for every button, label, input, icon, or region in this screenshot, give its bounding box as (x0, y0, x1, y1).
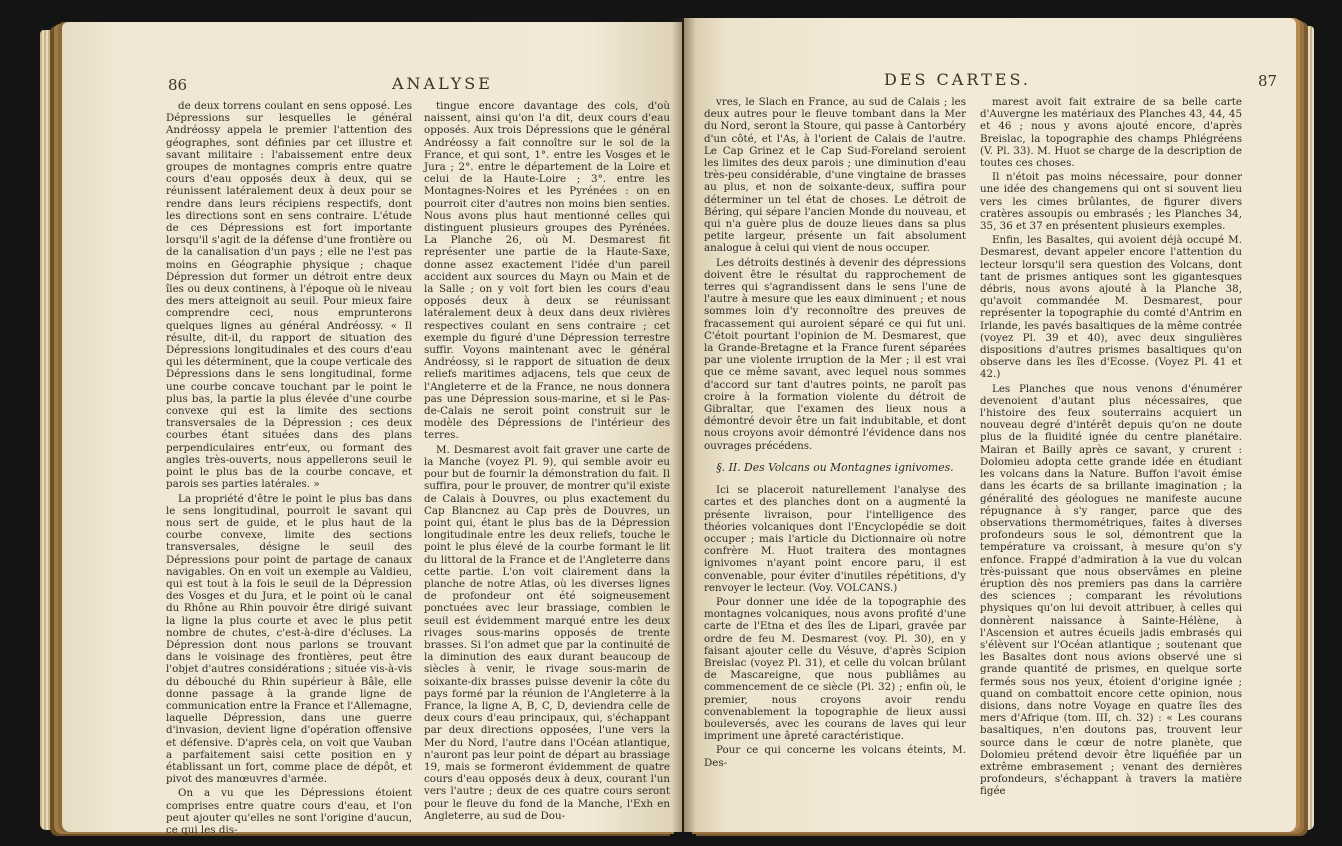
book-gutter (672, 18, 696, 832)
paragraph: Pour ce qui concerne les volcans éteints, M. Des- (704, 744, 966, 769)
running-head-right: DES CARTES. (884, 70, 1031, 89)
paragraph: vres, le Slach en France, au sud de Calais ; les deux autres pour le fleuve tombant dans la Mer du Nord, seront la Stoure, qui passe à Cantorbéry d'un côté, et l'As, à l'orient de Calais de l'autre. Le Cap Grinez et le Cap Sud-Foreland seroient les limites des deux parois ; une diminution d'eau très-peu considérable, d'une vingtaine de brasses au plus, et non de soixante-deux, suffira pour déterminer un tel état de choses. Le détroit de Béring, qui sépare l'ancien Monde du nouveau, et qui n'a guère plus de douze lieues dans sa plus petite largeur, présente un fait absolument analogue à celui qui vient de nous occuper. (704, 96, 966, 255)
right-column-2 (980, 96, 1242, 820)
paragraph: Les détroits destinés à devenir des dépressions doivent être le résultat du rapprochement de terres qui s'agrandissent dans le sens l'une de l'autre à mesure que les eaux diminuent ; et nous sommes loin d'y reconnoître des preuves de fracassement qui auroient séparé ce qui fut uni. C'étoit pourtant l'opinion de M. Desmarest, que la Grande-Bretagne et la France furent séparées par une violente irruption de la Mer ; il est vrai que ce même savant, avec lequel nous sommes d'accord sur tant d'autres points, ne paroît pas croire à la formation violente du détroit de Gibraltar, que l'examen des lieux nous a démontré devoir être un fait indubitable, et dont nous croyons avoir démontré l'évidence dans nos ouvrages précédens. (704, 256, 966, 452)
page-number-left: 86 (168, 76, 188, 94)
paragraph: de deux torrens coulant en sens opposé. Les Dépressions sur lesquelles le général Andréossy appela le premier l'attention des géographes, sont définies par cet illustre et savant militaire : l'abaissement entre deux groupes de montagnes compris entre quatre cours d'eau opposés deux à deux, qui se réunissent latéralement deux à deux pour se rendre dans leurs récipiens respectifs, dont les directions sont en sens contraire. L'étude de ces Dépressions est fort importante lorsqu'il s'agit de la défense d'une frontière ou de la canalisation d'un pays ; elle ne l'est pas moins en Géographie physique ; chaque Dépression dut former un détroit entre deux îles ou deux continens, à l'époque où le niveau des mers atteignoit au seuil. Pour mieux faire comprendre ceci, nous emprunterons quelques lignes au général Andréossy. « Il résulte, dit-il, du rapport de situation des Dépressions longitudinales et des cours d'eau qui les déterminent, que la coupe verticale des Dépressions dans le sens longitudinal, forme une courbe concave touchant par le point le plus bas, la partie la plus élevée d'une courbe convexe qui est la limite des sections transversales de la Dépression ; ces deux courbes étant situées dans des plans perpendiculaires entr'eux, ou formant des angles très-ouverts, nous appellerons seuil le point le plus bas de la courbe concave, et parois ses parties latérales. » (166, 100, 412, 491)
paragraph: Enfin, les Basaltes, qui avoient déjà occupé M. Desmarest, devant appeler encore l'attention du lecteur lorsqu'il sera question des Volcans, dont tant de prismes antiques sont les gigantesques débris, nous avons ajouté à la Planche 38, qu'avoit commandée M. Desmarest, pour représenter la topographie du comté d'Antrim en Irlande, les pavés basaltiques de la même contrée (voyez Pl. 39 et 40), avec deux singulières dispositions d'autres prismes basaltiques qu'on observe dans les îles d'Ecosse. (Voyez Pl. 41 et 42.) (980, 234, 1242, 381)
paragraph: Il n'étoit pas moins nécessaire, pour donner une idée des changemens qui ont si souvent lieu vers les cimes brûlantes, de figurer divers cratères assoupis ou embrasés ; les Planches 34, 35, 36 et 37 en présentent plusieurs exemples. (980, 171, 1242, 233)
left-page-stack (40, 30, 62, 830)
page-number-right: 87 (1258, 72, 1278, 90)
paragraph: Ici se placeroit naturellement l'analyse des cartes et des planches dont on a augmenté la présente livraison, pour l'intelligence des théories volcaniques dont l'Encyclopédie se doit occuper ; mais l'article du Dictionnaire où notre confrère M. Huot traitera des montagnes ignivomes n'ayant point encore paru, il est convenable, pour éviter d'inutiles répétitions, d'y renvoyer le lecteur. (Voy. VOLCANS.) (704, 484, 966, 594)
paragraph: La propriété d'être le point le plus bas dans le sens longitudinal, pourroit le savant qui nous sert de guide, et le plus haut de la courbe convexe, limite des sections transversales, désigne le seuil des Dépressions pour point de partage de canaux navigables. On en voit un exemple au Valdieu, qui est tout à la fois le seuil de la Dépression des Vosges et du Jura, et le point où le canal du Rhône au Rhin pouvoir être dirigé suivant la ligne la plus courte et avec le plus petit nombre de chutes, c'est-à-dire d'écluses. La Dépression dont nous parlons se trouvant dans le voisinage des frontières, peut être l'objet d'autres considérations ; située vis-à-vis du débouché du Rhin supérieur à Bâle, elle donne passage à la grande ligne de communication entre la France et l'Allemagne, laquelle Dépression, dans une guerre d'invasion, devient ligne d'opération offensive et défensive. D'après cela, on voit que Vauban a parfaitement saisi cette position en y établissant un fort, comme place de dépôt, et pivot des manœuvres d'armée. (166, 492, 412, 786)
left-column-2 (424, 100, 670, 824)
paragraph: Les Planches que nous venons d'énumérer devenoient d'autant plus nécessaires, que l'histoire des feux souterrains acquiert un nouveau degré d'intérêt depuis qu'on ne doute plus de la fluidité ignée du centre planétaire. Mairan et Bailly après ce savant, y crurent : Dolomieu adopta cette grande idée en étudiant les volcans dans la Nature. Buffon l'avoit émise dans les écarts de sa brillante imagination ; la généralité des géologues ne manifeste aucune répugnance à s'y ranger, parce que des observations thermométriques, faites à diverses profondeurs sous le sol, démontrent que la température va croissant, à mesure qu'on s'y enfonce. Frappé d'admiration à la vue du volcan très-puissant que nous observâmes en pleine éruption dès nos premiers pas dans la carrière des sciences ; comparant les révolutions physiques qu'on lui devoit attribuer, à celles qui donnèrent naissance à Sainte-Hélène, à l'Ascension et autres écueils jadis embrasés qui s'élèvent sur l'Océan atlantique ; soutenant que les Basaltes dont nous avions observé une si grande quantité de prismes, en quelque sorte fermés sous nos yeux, étoient d'origine ignée ; quand on combattoit encore cette opinion, nous disions, dans notre Voyage en quatre îles des mers d'Afrique (tom. III, ch. 32) : « Les courans basaltiques, n'en doutons pas, trouvent leur source dans le cœur de notre planète, que Dolomieu prétend devoir être liquéfiée par un extrême embrasement ; venant des dernières profondeurs, s'échappant à travers la matière figée (980, 382, 1242, 798)
left-page (62, 22, 682, 836)
section-title: §. II. Des Volcans ou Montagnes ignivomes. (716, 460, 954, 474)
paragraph: Pour donner une idée de la topographie des montagnes volcaniques, nous avons profité d'une carte de l'Etna et des îles de Lipari, gravée par ordre de feu M. Desmarest (voy. Pl. 30), en y faisant ajouter celle du Vésuve, d'après Scipion Breislac (voyez Pl. 31), et celle du volcan brûlant de Mascareigne, que nous publiâmes au commencement de ce siècle (Pl. 32) ; enfin où, le premier, nous croyons avoir rendu convenablement la topographie de lieux aussi bouleversés, avec les courans de laves qui leur impriment une âpreté caractéristique. (704, 595, 966, 743)
paragraph: tingue encore davantage des cols, d'où naissent, ainsi qu'on l'a dit, deux cours d'eau opposés. Aux trois Dépressions que le général Andréossy a fait connoître sur le sol de la France, et qui sont, 1°. entre les Vosges et le Jura ; 2°. entre le département de la Loire et celui de la Haute-Loire ; 3°. entre les Montagnes-Noires et les Pyrénées : on en pourroit citer d'autres non moins bien senties. Nous avons plus haut mentionné celles qui distinguent plusieurs groupes des Pyrénées. La Planche 26, où M. Desmarest fit représenter une partie de la Haute-Saxe, donne assez exactement l'idée d'un pareil accident aux sources du Mayn ou Main et de la Salle ; on y voit fort bien les cours d'eau opposés deux à deux se réunissant latéralement deux à deux dans deux rivières respectives coulant en sens contraire ; cet exemple du figuré d'une Dépression terrestre suffir. Voyons maintenant avec le général Andréossy, si le rapport de situation de deux reliefs maritimes adjacens, tels que ceux de l'Angleterre et de la France, ne nous donnera pas une Dépression sous-marine, et si le Pas-de-Calais ne seroit point construit sur le modèle des Dépressions de l'intérieur des terres. (424, 100, 670, 442)
right-page (684, 18, 1296, 832)
paragraph: M. Desmarest avoit fait graver une carte de la Manche (voyez Pl. 9), qui semble avoir eu pour but de fournir la démonstration du fait. Il suffira, pour le prouver, de montrer qu'il existe de Calais à Douvres, ou plus exactement du Cap Blancnez au Cap près de Douvres, un point qui, étant le plus bas de la Dépression longitudinale entre les deux reliefs, touche le point le plus élevé de la courbe formant le lit du littoral de la France et de l'Angleterre dans cette partie. L'on voit clairement dans la planche de notre Atlas, où les diverses lignes de profondeur ont été soigneusement ponctuées avec leur brassiage, combien le seuil est évidemment marqué entre les deux rivages sous-marins opposés de trente brasses. Si l'on admet que par la continuité de la diminution des eaux durant beaucoup de siècles à venir, le rivage sous-marin de soixante-dix brasses puisse devenir la côte du pays formé par la réunion de l'Angleterre à la France, la ligne A, B, C, D, deviendra celle de deux cours d'eau principaux, qui, s'échappant par deux directions opposées, l'une vers la Mer du Nord, l'autre dans l'Océan atlantique, n'auront pas leur point de départ au brassiage 19, mais se formeront évidemment de quatre cours d'eau opposés deux à deux, courant l'un vers l'autre ; deux de ces quatre cours seront pour le fleuve du fond de la Manche, l'Exh en Angleterre, au sud de Dou- (424, 443, 670, 822)
left-column-1 (166, 100, 412, 836)
right-page-stack (1296, 26, 1314, 830)
paragraph: marest avoit fait extraire de sa belle carte d'Auvergne les matériaux des Planches 43, 44, 45 et 46 ; nous y avons ajouté encore, d'après Breislac, la topographie des champs Phlégréens (V. Pl. 33). M. Huot se charge de la description de toutes ces choses. (980, 96, 1242, 170)
right-column-1 (704, 96, 966, 820)
running-head-left: ANALYSE (392, 74, 493, 93)
paragraph: On a vu que les Dépressions étoient comprises entre quatre cours d'eau, et l'on peut ajouter qu'elles ne sont l'origine d'aucun, ce qui les dis- (166, 787, 412, 836)
